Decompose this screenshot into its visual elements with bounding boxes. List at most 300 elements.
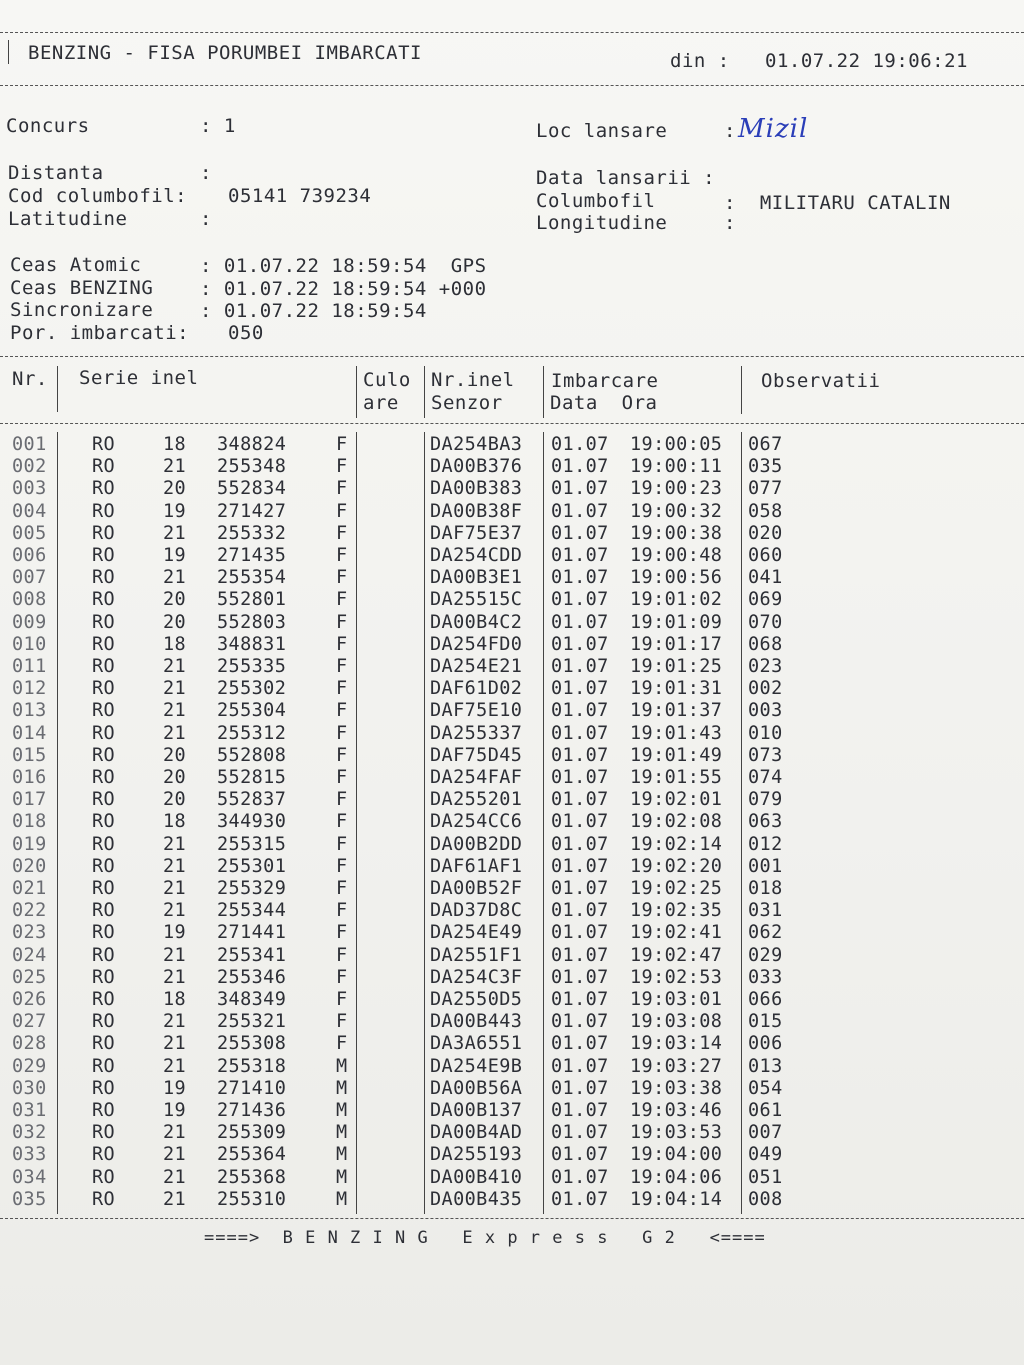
sensor-ring: DA00B410 <box>430 1166 523 1188</box>
sensor-ring: DA2550D5 <box>430 989 523 1010</box>
ring-year: 19 <box>163 1100 187 1121</box>
boarding-time: 19:03:01 <box>630 989 723 1010</box>
ring-country: RO <box>92 478 116 500</box>
boarding-time: 19:01:09 <box>630 611 723 633</box>
ring-year: 19 <box>163 500 187 522</box>
observation: 062 <box>748 922 783 944</box>
ring-number: 255332 <box>217 522 287 544</box>
header-imbarcare-2: Data Ora <box>550 392 658 414</box>
table-row <box>0 834 1024 856</box>
ring-country: RO <box>92 633 116 655</box>
pigeon-nr: 003 <box>12 478 47 500</box>
pigeon-sex: F <box>336 611 348 633</box>
observation: 066 <box>748 989 783 1010</box>
ring-year: 18 <box>163 633 187 655</box>
ring-country: RO <box>92 744 116 766</box>
table-row <box>0 478 1024 500</box>
table-row <box>0 456 1024 478</box>
sensor-ring: DAF61AF1 <box>430 855 523 877</box>
pigeon-nr: 015 <box>12 744 47 766</box>
ring-year: 21 <box>163 656 187 677</box>
ceas-benzing-value: : 01.07.22 18:59:54 +000 <box>200 278 487 300</box>
sensor-ring: DA255193 <box>430 1144 523 1166</box>
boarding-time: 19:03:38 <box>630 1077 723 1099</box>
boarding-date: 01.07 <box>551 989 609 1010</box>
ring-number: 271441 <box>217 922 287 944</box>
pigeon-sex: M <box>336 1122 348 1144</box>
header-culoare-1: Culo <box>363 369 411 391</box>
boarding-time: 19:02:41 <box>630 922 723 944</box>
observation: 035 <box>748 456 783 478</box>
pigeon-sex: F <box>336 744 348 766</box>
ring-country: RO <box>92 855 116 877</box>
ring-year: 20 <box>163 767 187 788</box>
ring-number: 255309 <box>217 1122 287 1144</box>
sincronizare-label: Sincronizare <box>10 299 154 321</box>
boarding-time: 19:02:20 <box>630 855 723 877</box>
ceas-benzing-label: Ceas BENZING <box>10 277 154 299</box>
sensor-ring: DA255337 <box>430 722 523 744</box>
ring-year: 21 <box>163 855 187 877</box>
ring-country: RO <box>92 567 116 589</box>
ring-country: RO <box>92 811 116 833</box>
pigeon-nr: 020 <box>12 855 47 877</box>
ring-country: RO <box>92 522 116 544</box>
ring-number: 255321 <box>217 1011 287 1033</box>
pigeon-nr: 018 <box>12 811 47 833</box>
ceas-atomic-label: Ceas Atomic <box>10 254 142 276</box>
observation: 007 <box>748 1122 783 1144</box>
table-row <box>0 1056 1024 1078</box>
ring-number: 552815 <box>217 767 287 788</box>
pigeon-sex: F <box>336 833 348 855</box>
boarding-date: 01.07 <box>551 811 609 833</box>
pigeon-sex: F <box>336 589 348 611</box>
sensor-ring: DA254CDD <box>430 545 523 566</box>
header-imbarcare-1: Imbarcare <box>551 370 659 392</box>
boarding-time: 19:01:25 <box>630 656 723 677</box>
sensor-ring: DA254FD0 <box>430 633 523 655</box>
ring-number: 255312 <box>217 722 287 744</box>
boarding-date: 01.07 <box>551 944 609 966</box>
pigeon-nr: 025 <box>12 966 47 988</box>
ring-number: 552801 <box>217 589 287 611</box>
ring-country: RO <box>92 944 116 966</box>
pigeon-nr: 002 <box>12 456 47 478</box>
pigeon-sex: M <box>336 1188 348 1210</box>
table-row <box>0 434 1024 456</box>
pigeon-nr: 032 <box>12 1122 47 1144</box>
loc-lansare-value: : <box>724 120 736 142</box>
observation: 013 <box>748 1055 783 1077</box>
pigeon-sex: F <box>336 678 348 700</box>
observation: 049 <box>748 1144 783 1166</box>
boarding-time: 19:00:32 <box>630 500 723 522</box>
boarding-time: 19:02:14 <box>630 833 723 855</box>
table-row <box>0 1078 1024 1100</box>
observation: 079 <box>748 789 783 811</box>
ring-year: 18 <box>163 811 187 833</box>
pigeon-sex: F <box>336 900 348 922</box>
ring-country: RO <box>92 989 116 1010</box>
boarding-time: 19:00:48 <box>630 545 723 566</box>
pigeon-nr: 005 <box>12 522 47 544</box>
ring-country: RO <box>92 1055 116 1077</box>
pigeon-nr: 031 <box>12 1100 47 1121</box>
boarding-date: 01.07 <box>551 1100 609 1121</box>
handwritten-location: Mi𝑧il <box>738 114 809 144</box>
observation: 061 <box>748 1100 783 1121</box>
title-border <box>0 85 1024 86</box>
pigeon-nr: 034 <box>12 1166 47 1188</box>
title-left-bar <box>8 40 9 64</box>
observation: 054 <box>748 1077 783 1099</box>
pigeon-nr: 028 <box>12 1033 47 1055</box>
table-row <box>0 989 1024 1011</box>
pigeon-sex: M <box>336 1166 348 1188</box>
table-row <box>0 745 1024 767</box>
top-border <box>0 32 1024 33</box>
observation: 031 <box>748 900 783 922</box>
boarding-time: 19:02:25 <box>630 878 723 899</box>
boarding-date: 01.07 <box>551 1188 609 1210</box>
table-row <box>0 634 1024 656</box>
ring-year: 21 <box>163 878 187 899</box>
boarding-time: 19:01:37 <box>630 700 723 722</box>
boarding-time: 19:02:08 <box>630 811 723 833</box>
sensor-ring: DA00B38F <box>430 500 523 522</box>
table-top-border <box>0 356 1024 357</box>
ring-year: 21 <box>163 900 187 922</box>
sensor-ring: DA254CC6 <box>430 811 523 833</box>
ring-country: RO <box>92 456 116 478</box>
ring-country: RO <box>92 1144 116 1166</box>
sensor-ring: DA255201 <box>430 789 523 811</box>
boarding-time: 19:02:53 <box>630 966 723 988</box>
col-sep-4 <box>543 366 544 418</box>
ring-number: 271427 <box>217 500 287 522</box>
boarding-date: 01.07 <box>551 878 609 899</box>
report-datetime: 01.07.22 19:06:21 <box>765 50 968 72</box>
ceas-atomic-value: : 01.07.22 18:59:54 GPS <box>200 255 487 277</box>
sensor-ring: DAF75D45 <box>430 744 523 766</box>
ring-number: 255315 <box>217 833 287 855</box>
observation: 077 <box>748 478 783 500</box>
boarding-date: 01.07 <box>551 1166 609 1188</box>
ring-country: RO <box>92 700 116 722</box>
pigeon-nr: 006 <box>12 545 47 566</box>
sensor-ring: DA00B443 <box>430 1011 523 1033</box>
sensor-ring: DAD37D8C <box>430 900 523 922</box>
sensor-ring: DA00B3E1 <box>430 567 523 589</box>
boarding-date: 01.07 <box>551 722 609 744</box>
ring-year: 21 <box>163 1055 187 1077</box>
ring-number: 271436 <box>217 1100 287 1121</box>
sensor-ring: DA2551F1 <box>430 944 523 966</box>
ring-country: RO <box>92 611 116 633</box>
pigeon-nr: 001 <box>12 434 47 455</box>
sensor-ring: DA254E9B <box>430 1055 523 1077</box>
pigeon-nr: 026 <box>12 989 47 1010</box>
boarding-time: 19:03:46 <box>630 1100 723 1121</box>
observation: 023 <box>748 656 783 677</box>
table-row <box>0 656 1024 678</box>
longitudine-value: : <box>724 212 736 234</box>
boarding-date: 01.07 <box>551 678 609 700</box>
pigeon-nr: 019 <box>12 833 47 855</box>
columbofil-label: Columbofil <box>536 190 656 212</box>
observation: 058 <box>748 500 783 522</box>
table-row <box>0 589 1024 611</box>
boarding-date: 01.07 <box>551 1077 609 1099</box>
ring-number: 255301 <box>217 855 287 877</box>
table-row <box>0 1144 1024 1166</box>
boarding-time: 19:04:00 <box>630 1144 723 1166</box>
observation: 020 <box>748 522 783 544</box>
pigeon-sex: F <box>336 633 348 655</box>
table-row <box>0 1011 1024 1033</box>
ring-country: RO <box>92 722 116 744</box>
observation: 074 <box>748 767 783 788</box>
observation: 008 <box>748 1188 783 1210</box>
ring-year: 20 <box>163 478 187 500</box>
ring-country: RO <box>92 500 116 522</box>
boarding-time: 19:02:47 <box>630 944 723 966</box>
header-nr-inel-1: Nr.inel <box>431 369 515 391</box>
table-row <box>0 922 1024 944</box>
pigeon-nr: 024 <box>12 944 47 966</box>
ring-number: 255344 <box>217 900 287 922</box>
pigeon-nr: 016 <box>12 767 47 788</box>
ring-country: RO <box>92 1011 116 1033</box>
table-row <box>0 545 1024 567</box>
ring-number: 255304 <box>217 700 287 722</box>
pigeon-sex: F <box>336 500 348 522</box>
table-row <box>0 967 1024 989</box>
col-sep-3 <box>424 366 425 418</box>
pigeon-nr: 014 <box>12 722 47 744</box>
observation: 051 <box>748 1166 783 1188</box>
ring-year: 18 <box>163 989 187 1010</box>
pigeon-sex: F <box>336 989 348 1010</box>
ring-year: 21 <box>163 1122 187 1144</box>
boarding-time: 19:01:55 <box>630 767 723 788</box>
table-header-border <box>0 423 1024 424</box>
ring-country: RO <box>92 966 116 988</box>
pigeon-nr: 023 <box>12 922 47 944</box>
boarding-time: 19:01:49 <box>630 744 723 766</box>
ring-year: 21 <box>163 1166 187 1188</box>
ring-number: 552808 <box>217 744 287 766</box>
header-nr: Nr. <box>12 368 48 390</box>
boarding-date: 01.07 <box>551 855 609 877</box>
ring-year: 21 <box>163 700 187 722</box>
ring-country: RO <box>92 656 116 677</box>
ring-number: 255368 <box>217 1166 287 1188</box>
sensor-ring: DA3A6551 <box>430 1033 523 1055</box>
boarding-time: 19:03:53 <box>630 1122 723 1144</box>
observation: 033 <box>748 966 783 988</box>
pigeon-sex: F <box>336 878 348 899</box>
pigeon-sex: F <box>336 656 348 677</box>
ring-year: 21 <box>163 522 187 544</box>
pigeon-sex: F <box>336 966 348 988</box>
pigeon-nr: 033 <box>12 1144 47 1166</box>
table-row <box>0 523 1024 545</box>
boarding-time: 19:00:23 <box>630 478 723 500</box>
header-serie-inel: Serie inel <box>79 367 199 389</box>
boarding-date: 01.07 <box>551 500 609 522</box>
pigeon-sex: F <box>336 922 348 944</box>
ring-number: 255308 <box>217 1033 287 1055</box>
ring-year: 21 <box>163 1033 187 1055</box>
ring-year: 21 <box>163 833 187 855</box>
sensor-ring: DA00B376 <box>430 456 523 478</box>
pigeon-sex: M <box>336 1055 348 1077</box>
pigeon-nr: 012 <box>12 678 47 700</box>
observation: 063 <box>748 811 783 833</box>
table-row <box>0 1167 1024 1189</box>
ring-number: 552803 <box>217 611 287 633</box>
ring-number: 348831 <box>217 633 287 655</box>
col-sep-2 <box>356 366 357 418</box>
ring-year: 21 <box>163 567 187 589</box>
ring-number: 255318 <box>217 1055 287 1077</box>
pigeon-nr: 022 <box>12 900 47 922</box>
boarding-date: 01.07 <box>551 833 609 855</box>
ring-number: 348824 <box>217 434 287 455</box>
data-lansarii-label: Data lansarii : <box>536 167 716 189</box>
pigeon-sex: F <box>336 855 348 877</box>
pigeon-nr: 027 <box>12 1011 47 1033</box>
sensor-ring: DA00B383 <box>430 478 523 500</box>
ring-number: 348349 <box>217 989 287 1010</box>
boarding-date: 01.07 <box>551 522 609 544</box>
ring-country: RO <box>92 922 116 944</box>
ring-country: RO <box>92 878 116 899</box>
table-row <box>0 767 1024 789</box>
cod-value: 05141 739234 <box>228 185 372 207</box>
sensor-ring: DAF75E37 <box>430 522 523 544</box>
observation: 003 <box>748 700 783 722</box>
boarding-date: 01.07 <box>551 966 609 988</box>
observation: 015 <box>748 1011 783 1033</box>
ring-year: 19 <box>163 1077 187 1099</box>
pigeon-sex: M <box>336 1144 348 1166</box>
ring-country: RO <box>92 545 116 566</box>
table-row <box>0 811 1024 833</box>
boarding-time: 19:02:35 <box>630 900 723 922</box>
table-row <box>0 1189 1024 1211</box>
distanta-value: : <box>200 162 212 184</box>
ring-year: 21 <box>163 1188 187 1210</box>
boarding-time: 19:00:05 <box>630 434 723 455</box>
ring-country: RO <box>92 1100 116 1121</box>
por-imbarcati-label: Por. imbarcati: <box>10 322 190 344</box>
pigeon-sex: F <box>336 522 348 544</box>
ring-number: 271410 <box>217 1077 287 1099</box>
boarding-date: 01.07 <box>551 789 609 811</box>
sensor-ring: DAF75E10 <box>430 700 523 722</box>
boarding-date: 01.07 <box>551 900 609 922</box>
observation: 069 <box>748 589 783 611</box>
boarding-time: 19:02:01 <box>630 789 723 811</box>
pigeon-nr: 004 <box>12 500 47 522</box>
pigeon-sex: F <box>336 434 348 455</box>
ring-year: 21 <box>163 944 187 966</box>
ring-number: 255335 <box>217 656 287 677</box>
boarding-date: 01.07 <box>551 1033 609 1055</box>
ring-country: RO <box>92 767 116 788</box>
ring-year: 20 <box>163 589 187 611</box>
table-row <box>0 1100 1024 1122</box>
sensor-ring: DA254C3F <box>430 966 523 988</box>
ring-year: 21 <box>163 1144 187 1166</box>
ring-country: RO <box>92 833 116 855</box>
boarding-time: 19:03:08 <box>630 1011 723 1033</box>
ring-year: 21 <box>163 966 187 988</box>
col-sep-5 <box>741 366 742 414</box>
ring-country: RO <box>92 1122 116 1144</box>
boarding-date: 01.07 <box>551 656 609 677</box>
report-title: BENZING - FISA PORUMBEI IMBARCATI <box>28 42 422 64</box>
boarding-date: 01.07 <box>551 589 609 611</box>
ring-country: RO <box>92 678 116 700</box>
boarding-date: 01.07 <box>551 611 609 633</box>
sensor-ring: DA254E49 <box>430 922 523 944</box>
table-row <box>0 945 1024 967</box>
ring-year: 20 <box>163 789 187 811</box>
observation: 010 <box>748 722 783 744</box>
table-row <box>0 1033 1024 1055</box>
longitudine-label: Longitudine <box>536 212 668 234</box>
boarding-time: 19:00:11 <box>630 456 723 478</box>
sensor-ring: DA00B52F <box>430 878 523 899</box>
ring-country: RO <box>92 789 116 811</box>
table-row <box>0 878 1024 900</box>
pigeon-nr: 029 <box>12 1055 47 1077</box>
observation: 002 <box>748 678 783 700</box>
boarding-time: 19:03:14 <box>630 1033 723 1055</box>
boarding-time: 19:04:06 <box>630 1166 723 1188</box>
observation: 001 <box>748 855 783 877</box>
pigeon-nr: 008 <box>12 589 47 611</box>
pigeon-nr: 011 <box>12 656 47 677</box>
observation: 041 <box>748 567 783 589</box>
ring-year: 18 <box>163 434 187 455</box>
sensor-ring: DA254BA3 <box>430 434 523 455</box>
table-row <box>0 501 1024 523</box>
ring-number: 255346 <box>217 966 287 988</box>
table-row <box>0 856 1024 878</box>
pigeon-nr: 035 <box>12 1188 47 1210</box>
observation: 068 <box>748 633 783 655</box>
boarding-date: 01.07 <box>551 478 609 500</box>
boarding-date: 01.07 <box>551 633 609 655</box>
sensor-ring: DA254FAF <box>430 767 523 788</box>
boarding-date: 01.07 <box>551 700 609 722</box>
din-label: din : <box>670 50 730 72</box>
table-row <box>0 789 1024 811</box>
header-nr-inel-2: Senzor <box>431 392 503 414</box>
observation: 070 <box>748 611 783 633</box>
boarding-time: 19:03:27 <box>630 1055 723 1077</box>
ring-country: RO <box>92 900 116 922</box>
boarding-time: 19:01:31 <box>630 678 723 700</box>
table-row <box>0 612 1024 634</box>
sensor-ring: DA00B4AD <box>430 1122 523 1144</box>
pigeon-sex: F <box>336 767 348 788</box>
